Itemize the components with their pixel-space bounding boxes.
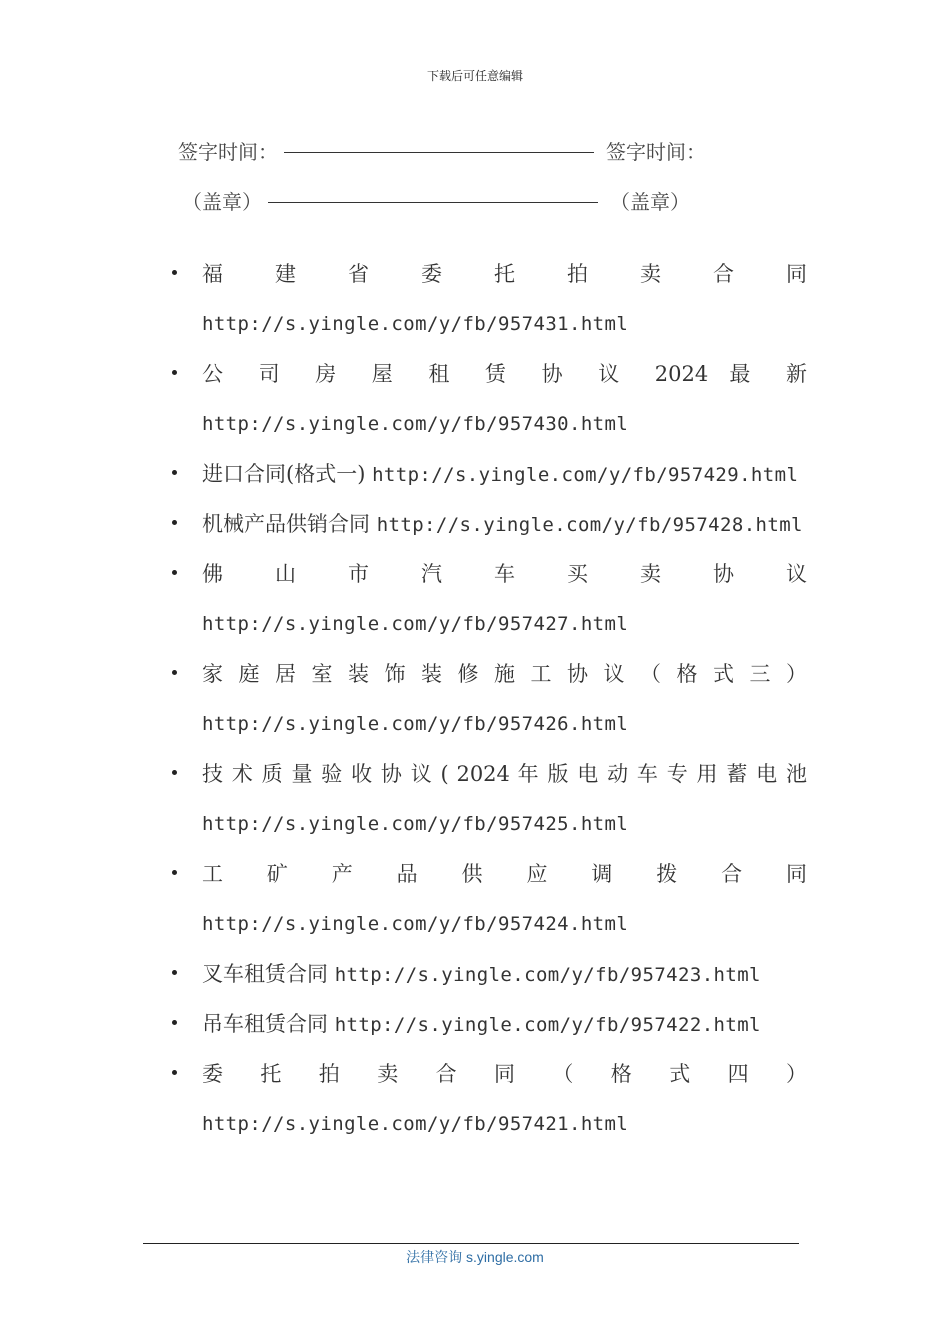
contract-title[interactable]: 进口合同(格式一) [202,462,366,486]
list-item [172,349,807,449]
contract-title[interactable]: 吊车租赁合同 [202,1012,328,1036]
contract-url[interactable]: http://s.yingle.com/y/fb/957428.html [376,514,803,536]
bullet-icon [172,520,177,525]
contract-title[interactable]: 叉车租赁合同 [202,962,328,986]
footer-link[interactable]: 法律咨询 s.yingle.com [406,1249,544,1265]
contract-title[interactable]: 家 庭 居 室 装 饰 装 修 施 工 协 议 （ 格 式 三 ） [202,662,807,686]
list-item [172,499,807,549]
contract-title[interactable]: 技 术 质 量 验 收 协 议 ( 2024 年 版 电 动 车 专 用 蓄 电 池 [202,762,807,786]
contract-title[interactable]: 委 托 拍 卖 合 同 （ 格 式 四 ） [202,1062,807,1086]
contract-title[interactable]: 公 司 房 屋 租 赁 协 议 2024 最 新 [202,362,807,386]
seal-blank-line [268,201,598,203]
bullet-icon [172,870,177,875]
seal-label-right: （盖章） [610,190,690,214]
list-item [172,249,807,349]
list-item [172,549,807,649]
contract-title[interactable]: 机械产品供销合同 [202,512,370,536]
bullet-icon [172,370,177,375]
bullet-icon [172,970,177,975]
bullet-icon [172,670,177,675]
list-item [172,849,807,949]
contract-url[interactable]: http://s.yingle.com/y/fb/957423.html [334,964,761,986]
signature-time-label-left: 签字时间： [178,140,278,164]
list-item [172,949,807,999]
seal-label-left: （盖章） [182,190,262,214]
bullet-icon [172,1020,177,1025]
list-item [172,649,807,749]
contract-url[interactable]: http://s.yingle.com/y/fb/957430.html [202,413,629,435]
contract-title[interactable]: 工 矿 产 品 供 应 调 拨 合 同 [202,862,807,886]
list-item [172,449,807,499]
list-item [172,749,807,849]
footer-divider [143,1243,799,1244]
list-item [172,1049,807,1149]
contract-url[interactable]: http://s.yingle.com/y/fb/957431.html [202,313,629,335]
contract-url[interactable]: http://s.yingle.com/y/fb/957426.html [202,713,629,735]
contract-url[interactable]: http://s.yingle.com/y/fb/957429.html [372,464,799,486]
header-note: 下载后可任意编辑 [426,69,523,83]
bullet-icon [172,1070,177,1075]
signature-time-row [178,136,706,165]
seal-row [182,186,690,215]
contract-url[interactable]: http://s.yingle.com/y/fb/957421.html [202,1113,629,1135]
bullet-icon [172,270,177,275]
list-item [172,999,807,1049]
contract-url[interactable]: http://s.yingle.com/y/fb/957422.html [334,1014,761,1036]
contract-title[interactable]: 佛 山 市 汽 车 买 卖 协 议 [202,562,807,586]
contract-url[interactable]: http://s.yingle.com/y/fb/957425.html [202,813,629,835]
related-contracts-list [172,249,807,1149]
signature-time-label-right: 签字时间： [606,140,706,164]
signature-blank-line [284,151,594,153]
bullet-icon [172,570,177,575]
bullet-icon [172,770,177,775]
contract-url[interactable]: http://s.yingle.com/y/fb/957427.html [202,613,629,635]
contract-url[interactable]: http://s.yingle.com/y/fb/957424.html [202,913,629,935]
bullet-icon [172,470,177,475]
contract-title[interactable]: 福 建 省 委 托 拍 卖 合 同 [202,262,807,286]
